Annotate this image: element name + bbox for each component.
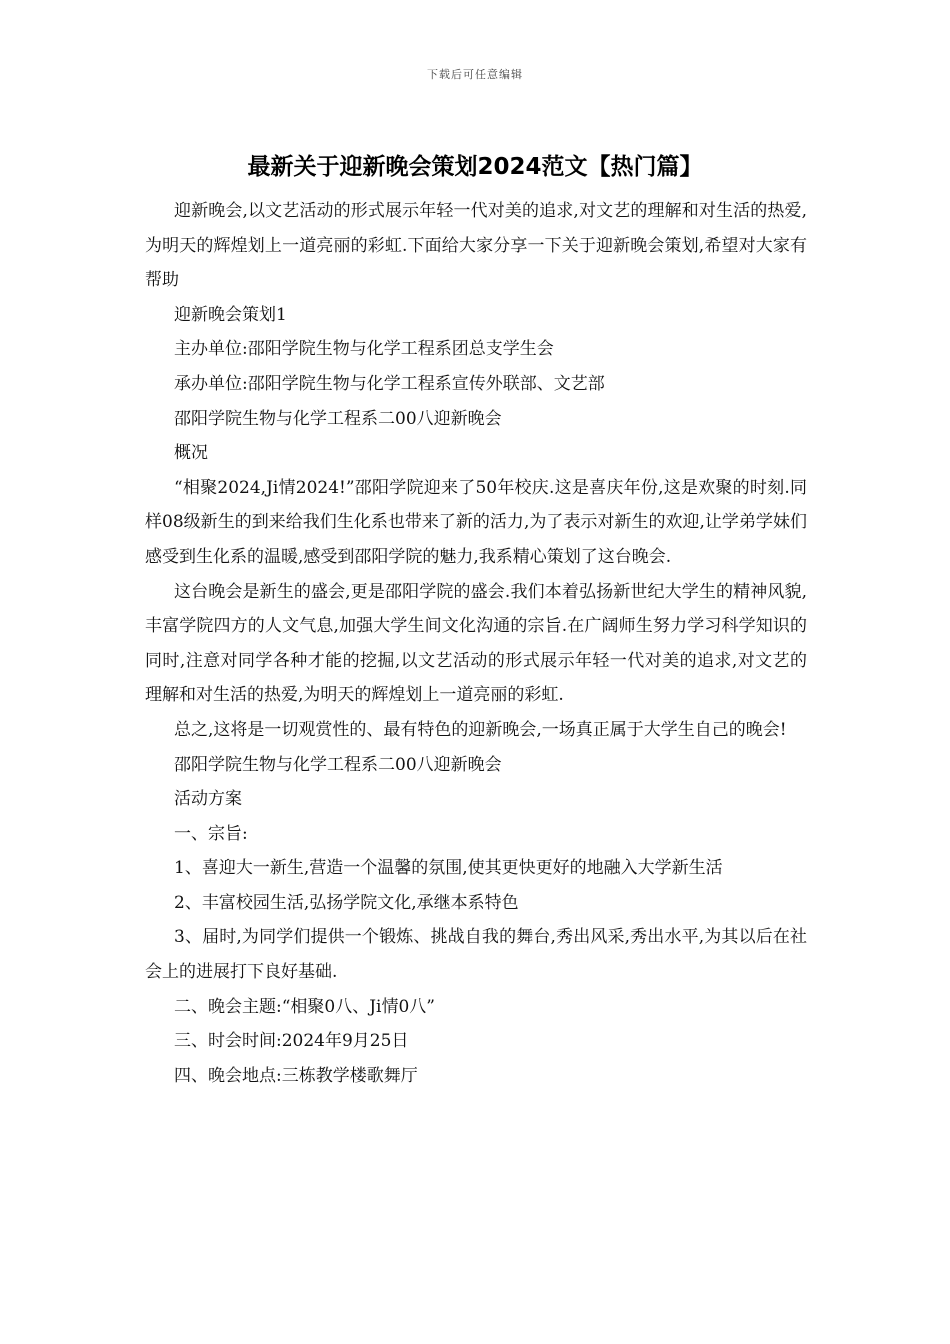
header-note: 下载后可任意编辑: [427, 68, 523, 81]
aim-item-1: 1、喜迎大一新生,营造一个温馨的氛围,使其更快更好的地融入大学新生活: [174, 858, 723, 879]
plan-heading: 迎新晚会策划1: [174, 304, 287, 325]
event-name-line-2: 邵阳学院生物与化学工程系二00八迎新晚会: [174, 754, 502, 775]
activity-plan-heading: 活动方案: [174, 789, 242, 810]
document-body: [145, 194, 807, 1093]
intro-paragraph: 迎新晚会,以文艺活动的形式展示年轻一代对美的追求,对文艺的理解和对生活的热爱,为明天的辉煌划上一道亮丽的彩虹.下面给大家分享一下关于迎新晚会策划,希望对大家有帮助: [145, 201, 807, 291]
section-aim-heading: 一、宗旨:: [174, 823, 248, 844]
purpose-paragraph: 这台晚会是新生的盛会,更是邵阳学院的盛会.我们本着弘扬新世纪大学生的精神风貌,丰富学院四方的人文气息,加强大学生间文化沟通的宗旨.在广阔师生努力学习科学知识的同时,注意对同学各种才能的挖掘,以文艺活动的形式展示年轻一代对美的追求,对文艺的理解和对生活的热爱,为明天的辉煌划上一道亮丽的彩虹.: [145, 581, 807, 706]
summary-paragraph: 总之,这将是一切观赏性的、最有特色的迎新晚会,一场真正属于大学生自己的晚会!: [174, 719, 787, 740]
section-theme: 二、晚会主题:“相聚0八、Ji情0八”: [174, 996, 435, 1017]
section-location: 四、晚会地点:三栋教学楼歌舞厅: [174, 1065, 418, 1086]
event-name-line: 邵阳学院生物与化学工程系二00八迎新晚会: [174, 408, 502, 429]
overview-heading: 概况: [174, 443, 208, 464]
section-time: 三、时会时间:2024年9月25日: [174, 1031, 409, 1052]
aim-item-3: 3、届时,为同学们提供一个锻炼、挑战自我的舞台,秀出风采,秀出水平,为其以后在社会上的进展打下良好基础.: [145, 927, 807, 983]
aim-item-2: 2、丰富校园生活,弘扬学院文化,承继本系特色: [174, 892, 519, 913]
document-title: 最新关于迎新晚会策划2024范文【热门篇】: [247, 154, 703, 180]
overview-paragraph: “相聚2024,Ji情2024!”邵阳学院迎来了50年校庆.这是喜庆年份,这是欢聚的时刻.同样08级新生的到来给我们生化系也带来了新的活力,为了表示对新生的欢迎,让学弟学妹们感受到生化系的温暖,感受到邵阳学院的魅力,我系精心策划了这台晚会.: [145, 477, 807, 567]
organizer-line: 主办单位:邵阳学院生物与化学工程系团总支学生会: [174, 339, 554, 360]
undertaker-line: 承办单位:邵阳学院生物与化学工程系宣传外联部、文艺部: [174, 373, 605, 394]
